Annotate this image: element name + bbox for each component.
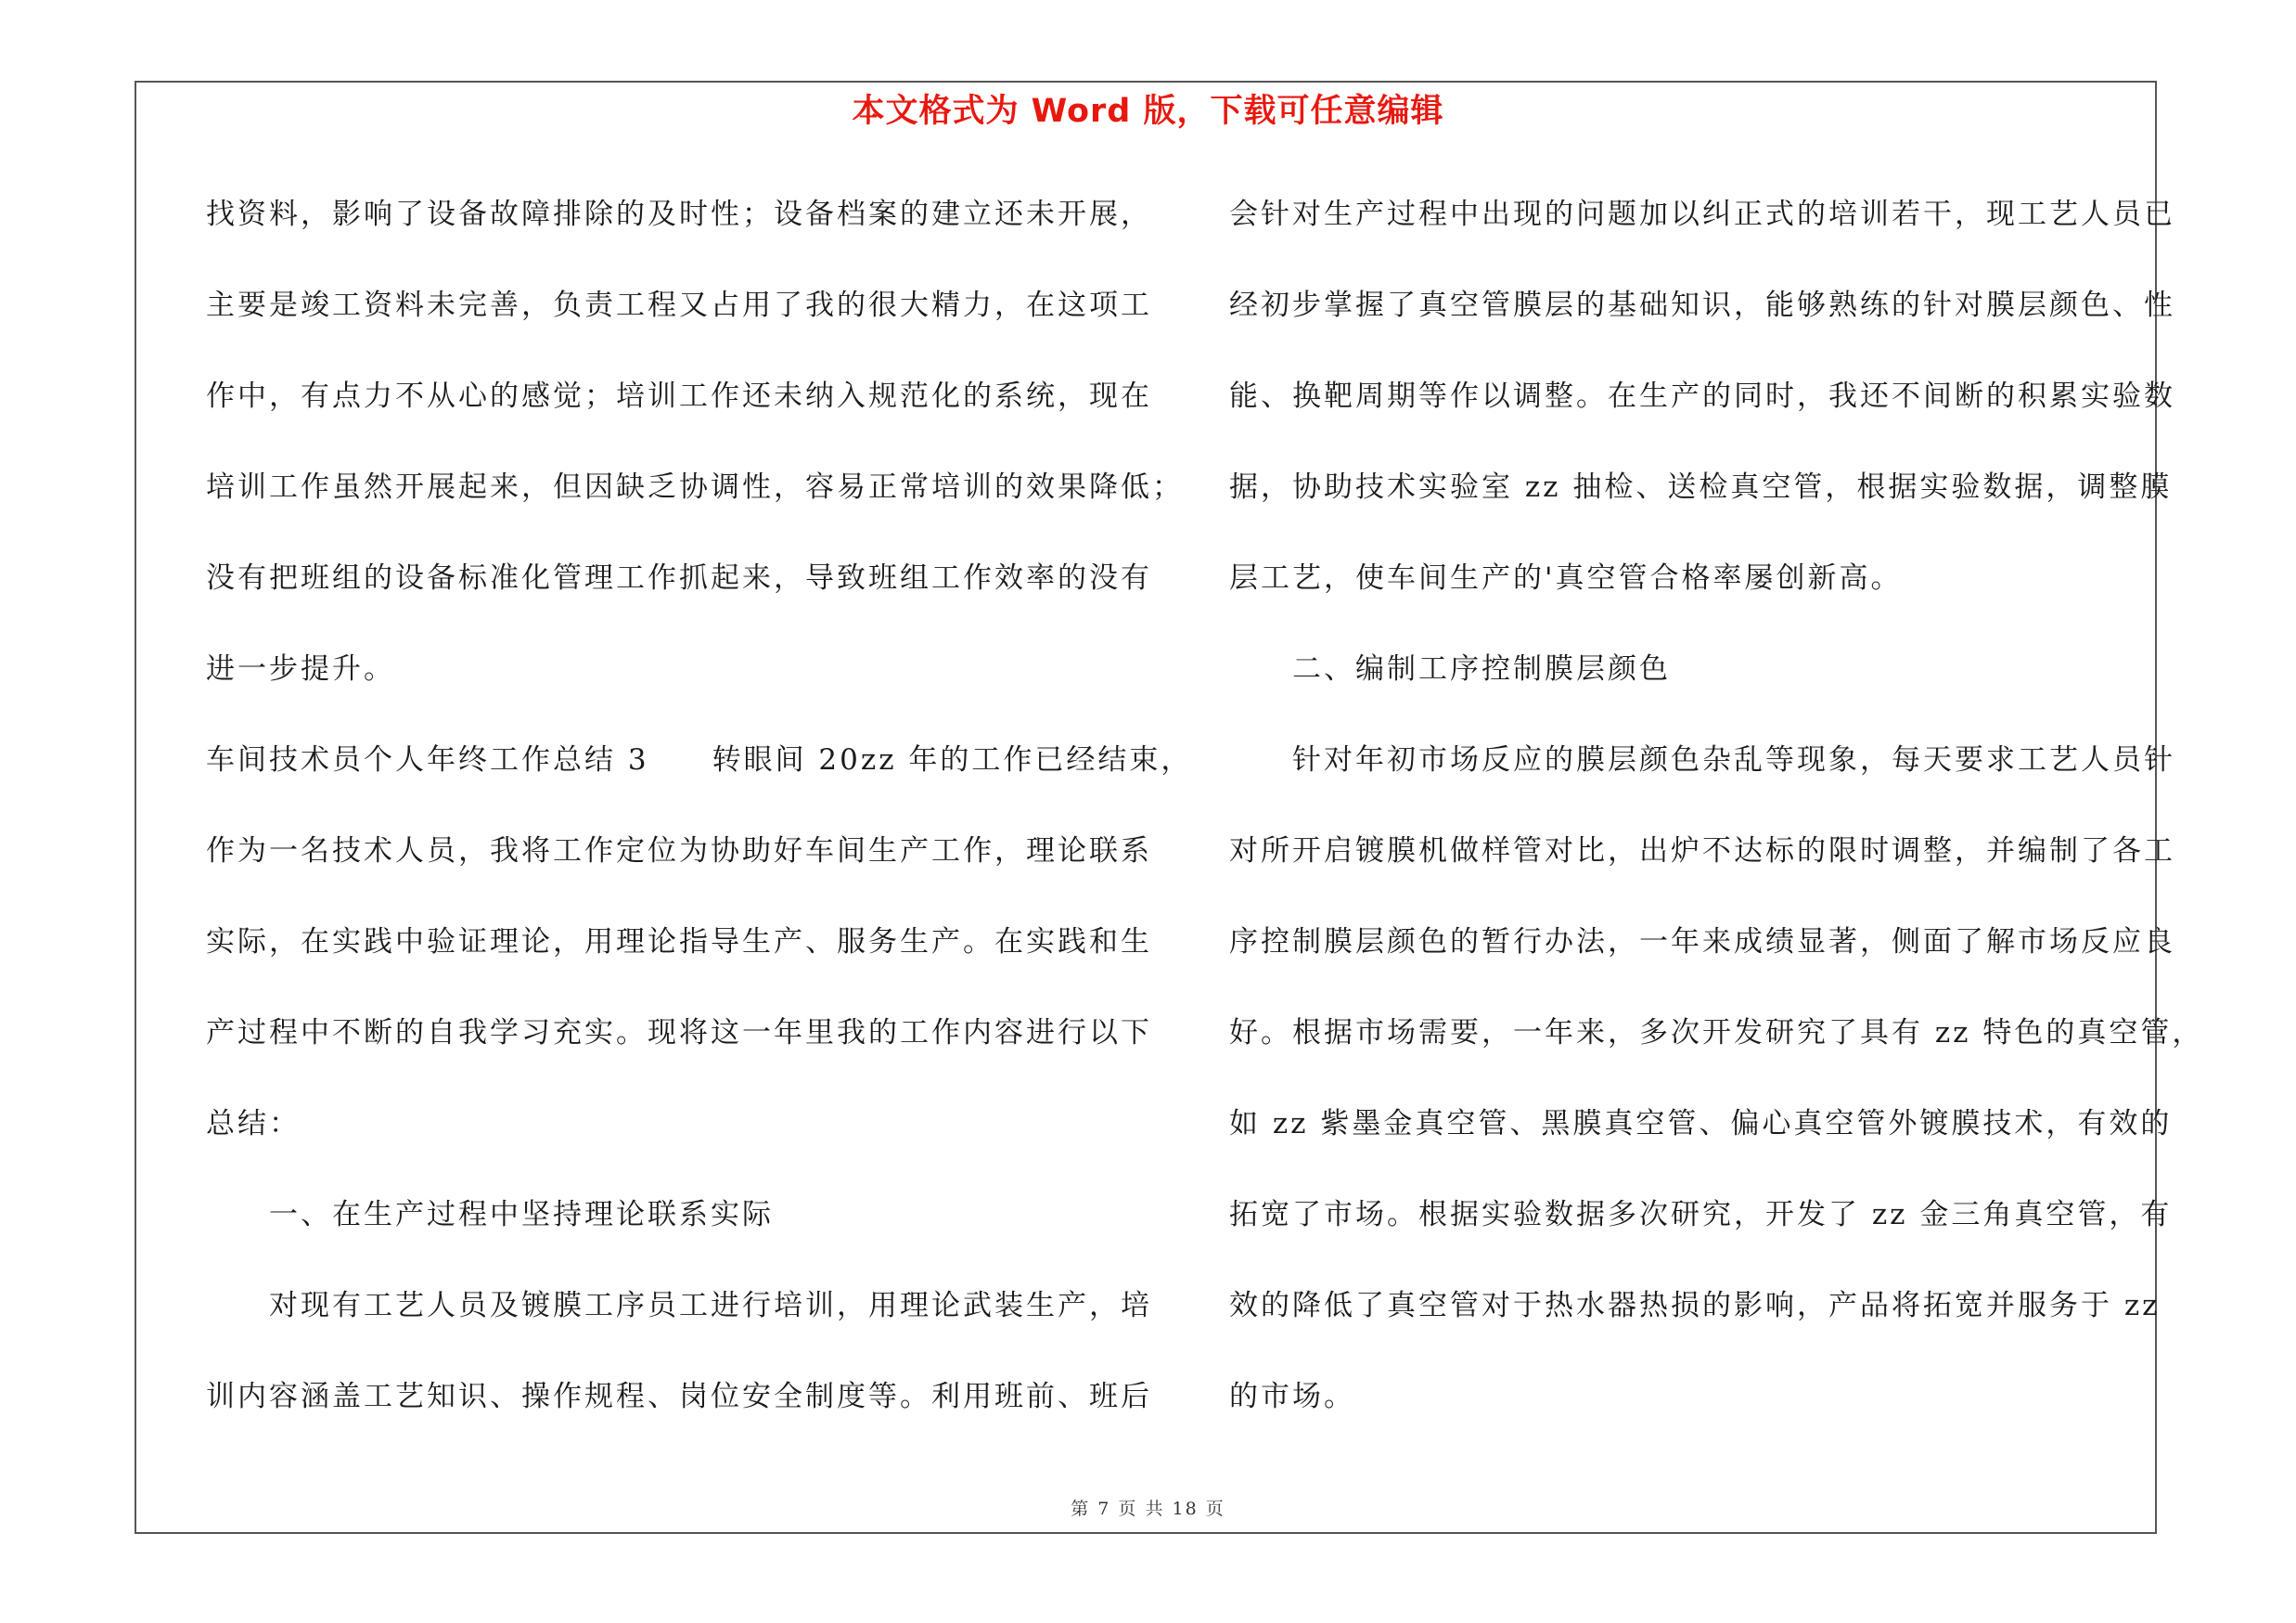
text-line: 作为一名技术人员，我将工作定位为协助好车间生产工作，理论联系 xyxy=(206,834,1152,868)
text-line: 进一步提升。 xyxy=(206,652,395,686)
text-line: 作中，有点力不从心的感觉；培训工作还未纳入规范化的系统，现在 xyxy=(206,380,1152,413)
left-column xyxy=(206,182,1193,1455)
text-line: 对现有工艺人员及镀膜工序员工进行培训，用理论武装生产，培 xyxy=(269,1289,1152,1322)
text-line: 效的降低了真空管对于热水器热损的影响，产品将拓宽并服务于 zz xyxy=(1229,1289,2161,1322)
text-line: 拓宽了市场。根据实验数据多次研究，开发了 zz 金三角真空管，有 xyxy=(1229,1198,2173,1231)
text-line: 实际，在实践中验证理论，用理论指导生产、服务生产。在实践和生 xyxy=(206,925,1152,959)
text-line: 对所开启镀膜机做样管对比，出炉不达标的限时调整，并编制了各工 xyxy=(1229,834,2175,868)
text-line: 没有把班组的设备标准化管理工作抓起来，导致班组工作效率的没有 xyxy=(206,561,1152,595)
text-line: 一、在生产过程中坚持理论联系实际 xyxy=(269,1198,774,1231)
text-line: 训内容涵盖工艺知识、操作规程、岗位安全制度等。利用班前、班后 xyxy=(206,1380,1152,1413)
text-line: 针对年初市场反应的膜层颜色杂乱等现象，每天要求工艺人员针 xyxy=(1292,743,2175,777)
text-line: 好。根据市场需要，一年来，多次开发研究了具有 zz 特色的真空管， xyxy=(1229,1016,2204,1050)
right-column xyxy=(1229,182,2204,1455)
text-line: 二、编制工序控制膜层颜色 xyxy=(1292,652,1671,686)
text-line: 车间技术员个人年终工作总结 3 转眼间 20zz 年的工作已经结束， xyxy=(206,743,1193,777)
text-line: 据，协助技术实验室 zz 抽检、送检真空管，根据实验数据，调整膜 xyxy=(1229,470,2173,504)
text-line: 主要是竣工资料未完善，负责工程又占用了我的很大精力，在这项工 xyxy=(206,289,1152,322)
text-line: 序控制膜层颜色的暂行办法，一年来成绩显著，侧面了解市场反应良 xyxy=(1229,925,2175,959)
page-number-footer: 第 7 页 共 18 页 xyxy=(1071,1499,1225,1519)
text-line: 会针对生产过程中出现的问题加以纠正式的培训若干，现工艺人员已 xyxy=(1229,198,2175,231)
text-line: 的市场。 xyxy=(1229,1380,1355,1413)
format-banner: 本文格式为 Word 版，下载可任意编辑 xyxy=(852,93,1444,130)
text-line: 培训工作虽然开展起来，但因缺乏协调性，容易正常培训的效果降低； xyxy=(206,470,1184,504)
text-line: 找资料，影响了设备故障排除的及时性；设备档案的建立还未开展， xyxy=(206,198,1152,231)
text-line: 层工艺，使车间生产的'真空管合格率屡创新高。 xyxy=(1229,561,1903,595)
text-line: 总结： xyxy=(206,1107,301,1140)
text-line: 能、换靶周期等作以调整。在生产的同时，我还不间断的积累实验数 xyxy=(1229,380,2175,413)
text-line: 产过程中不断的自我学习充实。现将这一年里我的工作内容进行以下 xyxy=(206,1016,1152,1050)
text-line: 经初步掌握了真空管膜层的基础知识，能够熟练的针对膜层颜色、性 xyxy=(1229,289,2175,322)
text-line: 如 zz 紫墨金真空管、黑膜真空管、偏心真空管外镀膜技术，有效的 xyxy=(1229,1107,2173,1140)
